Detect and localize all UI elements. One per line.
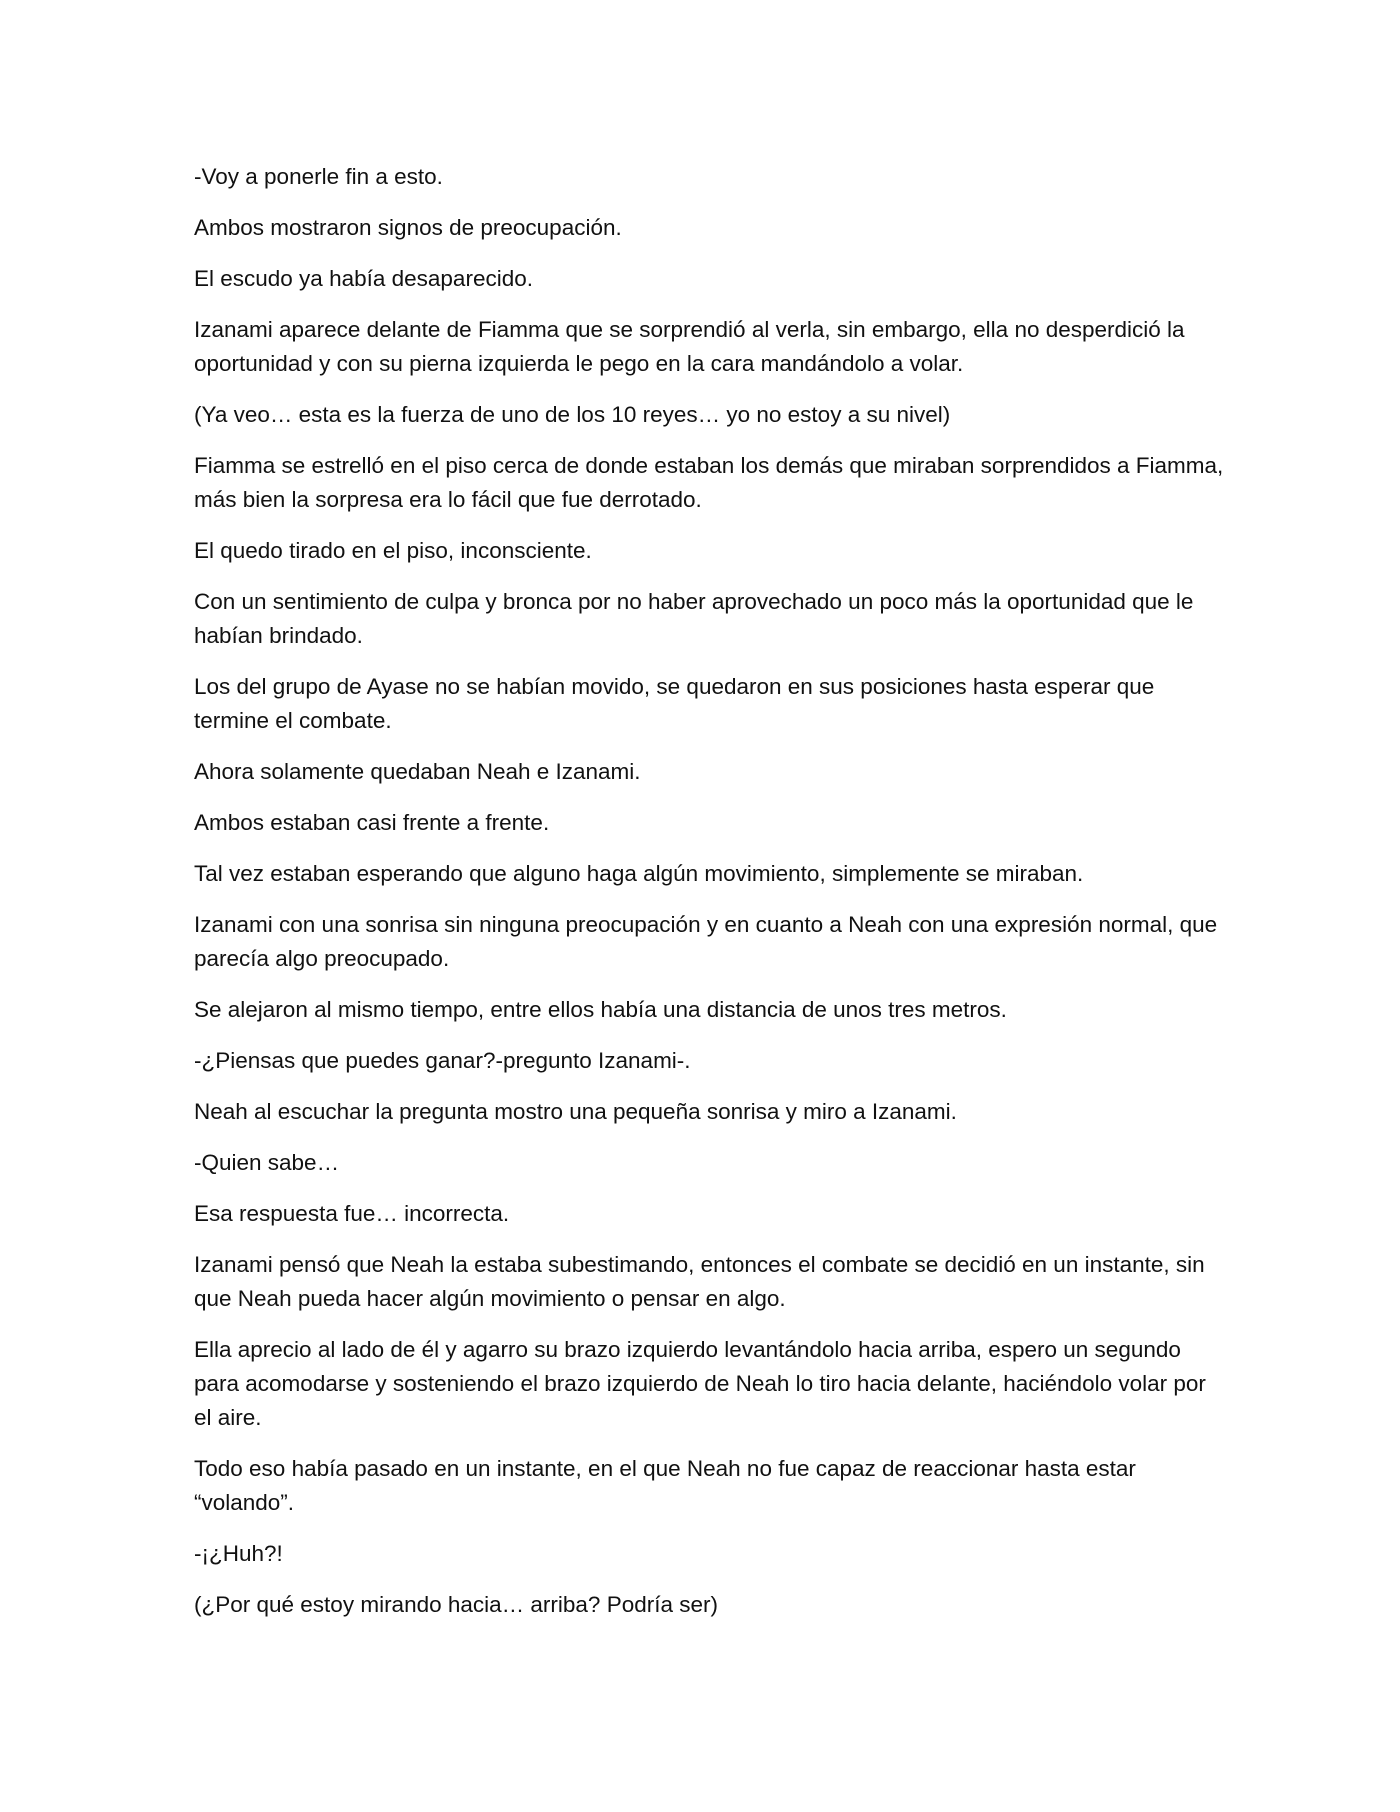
paragraph: Neah al escuchar la pregunta mostro una pequeña sonrisa y miro a Izanami.	[194, 1099, 957, 1124]
paragraph: -Voy a ponerle fin a esto.	[194, 164, 443, 189]
paragraph: Los del grupo de Ayase no se habían movido, se quedaron en sus posiciones hasta esperar que termine el combate.	[194, 674, 1155, 733]
paragraph: Izanami con una sonrisa sin ninguna preocupación y en cuanto a Neah con una expresión normal, que parecía algo preocupado.	[194, 912, 1218, 971]
paragraph: Izanami pensó que Neah la estaba subestimando, entonces el combate se decidió en un instante, sin que Neah pueda hacer algún movimiento o pensar en algo.	[194, 1252, 1205, 1311]
paragraph: Fiamma se estrelló en el piso cerca de donde estaban los demás que miraban sorprendidos a Fiamma, más bien la sorpresa era lo fácil que fue derrotado.	[194, 453, 1224, 512]
paragraph: Se alejaron al mismo tiempo, entre ellos había una distancia de unos tres metros.	[194, 997, 1007, 1022]
paragraph: Con un sentimiento de culpa y bronca por no haber aprovechado un poco más la oportunidad que le habían brindado.	[194, 589, 1194, 648]
paragraph: Tal vez estaban esperando que alguno haga algún movimiento, simplemente se miraban.	[194, 861, 1084, 886]
paragraph: El quedo tirado en el piso, inconsciente.	[194, 538, 592, 563]
paragraph: -¿Piensas que puedes ganar?-pregunto Izanami-.	[194, 1048, 691, 1073]
paragraph: (¿Por qué estoy mirando hacia… arriba? Podría ser)	[194, 1592, 718, 1617]
paragraph: Ambos mostraron signos de preocupación.	[194, 215, 622, 240]
paragraph: -Quien sabe…	[194, 1150, 340, 1175]
paragraph: Izanami aparece delante de Fiamma que se sorprendió al verla, sin embargo, ella no desperdició la oportunidad y con su pierna izquierda le pego en la cara mandándolo a volar.	[194, 317, 1185, 376]
paragraph: Ambos estaban casi frente a frente.	[194, 810, 550, 835]
document-body	[194, 160, 1224, 1639]
paragraph: (Ya veo… esta es la fuerza de uno de los 10 reyes… yo no estoy a su nivel)	[194, 402, 951, 427]
paragraph: Todo eso había pasado en un instante, en el que Neah no fue capaz de reaccionar hasta estar “volando”.	[194, 1456, 1136, 1515]
paragraph: Ahora solamente quedaban Neah e Izanami.	[194, 759, 641, 784]
paragraph: -¡¿Huh?!	[194, 1541, 283, 1566]
paragraph: Esa respuesta fue… incorrecta.	[194, 1201, 510, 1226]
paragraph: Ella aprecio al lado de él y agarro su brazo izquierdo levantándolo hacia arriba, espero un segundo para acomodarse y sosteniendo el brazo izquierdo de Neah lo tiro hacia delante, haciéndolo volar por el aire.	[194, 1337, 1206, 1430]
paragraph: El escudo ya había desaparecido.	[194, 266, 533, 291]
